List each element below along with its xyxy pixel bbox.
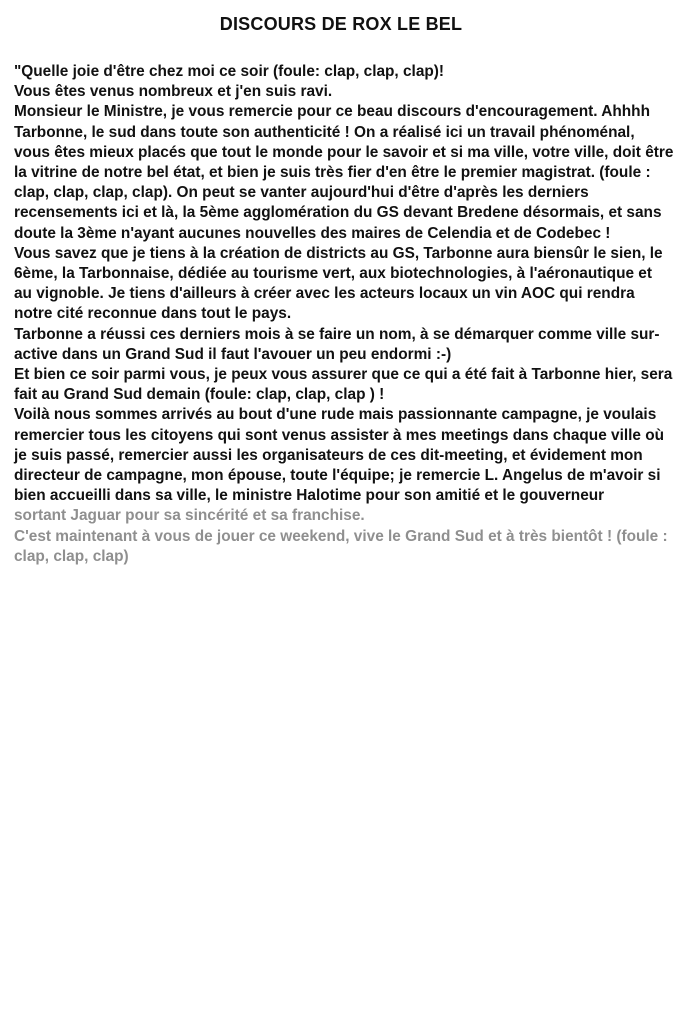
speech-paragraph-2: Vous êtes venus nombreux et j'en suis ravi. — [14, 83, 333, 101]
speech-paragraph-5: Tarbonne a réussi ces derniers mois à se faire un nom, à se démarquer comme ville sur-active dans un Grand Sud il faut l'avouer un peu endormi :-) — [14, 325, 660, 363]
speech-faded-paragraph-2: C'est maintenant à vous de jouer ce weekend, vive le Grand Sud et à très bientôt ! (foule : clap, clap, clap) — [14, 527, 668, 565]
speech-body — [14, 62, 674, 567]
speech-paragraph-3: Monsieur le Ministre, je vous remercie pour ce beau discours d'encouragement. Ahhhh Tarbonne, le sud dans toute son authenticité ! On a réalisé ici un travail phénoménal, vous êtes mieux placés que tout le monde pour le savoir et si ma ville, votre ville, doit être la vitrine de notre bel état, et bien je suis très fier d'en être le premier magistrat. (foule : clap, clap, clap, clap). On peut se vanter aujourd'hui d'être d'après les derniers recensements ici et là, la 5ème agglomération du GS devant Bredene désormais, et sans doute la 3ème n'ayant aucunes nouvelles des maires de Celendia et de Codebec ! — [14, 103, 674, 242]
speech-paragraph-7: Voilà nous sommes arrivés au bout d'une rude mais passionnante campagne, je voulais remercier tous les citoyens qui sont venus assister à mes meetings dans chaque ville où je suis passé, remercier aussi les organisateurs de ces dit-meeting, et évidement mon directeur de campagne, mon épouse, toute l'équipe; je remercie L. Angelus de m'avoir si bien accueilli dans sa ville, le ministre Halotime pour son amitié et le gouverneur — [14, 406, 665, 505]
speech-paragraph-4: Vous savez que je tiens à la création de districts au GS, Tarbonne aura biensûr le sien, le 6ème, la Tarbonnaise, dédiée au tourisme vert, aux biotechnologies, à l'aéronautique et au vignoble. Je tiens d'ailleurs à créer avec les acteurs locaux un vin AOC qui rendra notre cité reconnue dans tout le pays. — [14, 244, 663, 323]
speech-faded-line-1: sortant Jaguar pour sa sincérité et sa franchise. — [14, 507, 365, 525]
speech-paragraph-1: "Quelle joie d'être chez moi ce soir (foule: clap, clap, clap)! — [14, 63, 445, 80]
page-title: DISCOURS DE ROX LE BEL — [219, 14, 463, 34]
speech-paragraph-6: Et bien ce soir parmi vous, je peux vous assurer que ce qui a été fait à Tarbonne hier, sera fait au Grand Sud demain (foule: clap, clap, clap ) ! — [14, 366, 673, 404]
